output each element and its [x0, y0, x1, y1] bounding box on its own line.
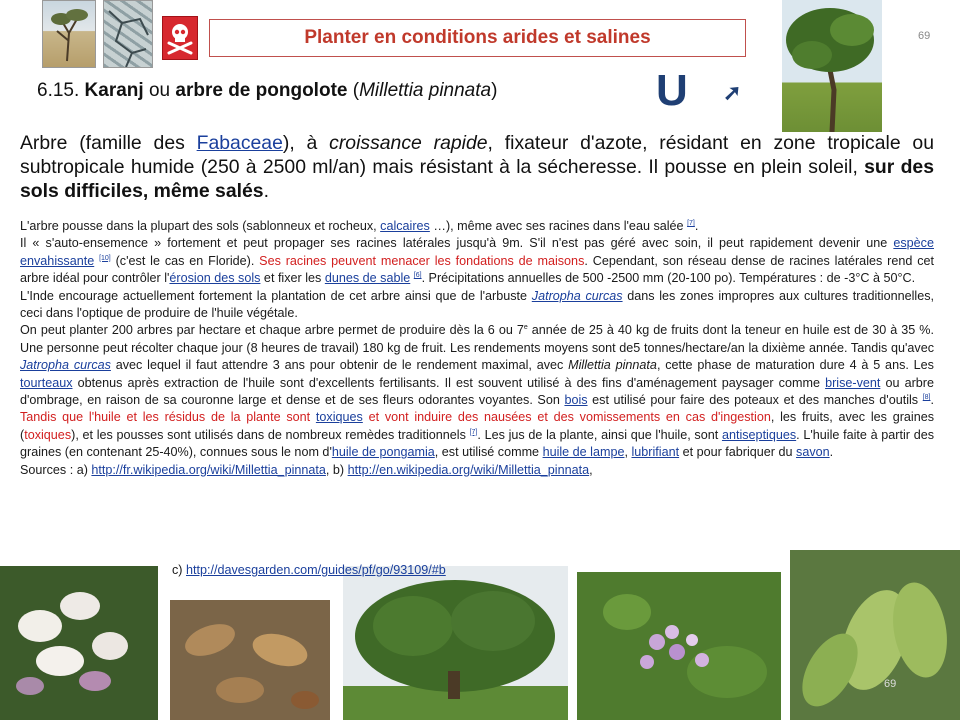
p2-text-e: . Précipitations annuelles de 500 -2500 mm (20-100 po). Températures : de -3°C à 50°C.	[421, 271, 916, 286]
p4-text-d: , cette phase de maturation dure 4 à 5 ans. Les	[656, 358, 934, 373]
p4-text-f: ou arbre d'ombrage, en raison de sa couronne large et dense et de ses fleurs odorantes voyantes. Son	[20, 375, 935, 408]
source-link-c[interactable]: http://davesgarden.com/guides/pf/go/93109/#b	[186, 563, 446, 577]
ref-7b[interactable]: [7]	[469, 428, 478, 436]
link-antiseptiques[interactable]: antiseptiques	[721, 427, 797, 442]
tree-crown-photo	[343, 566, 568, 720]
usage-badge: U	[656, 66, 688, 115]
intro-text-c: croissance rapide	[329, 132, 488, 154]
p2-text-b: (c'est le cas en Floride).	[110, 253, 260, 268]
heading-latin-close: )	[491, 80, 498, 101]
p3-text-a: L'Inde encourage actuellement fortement la plantation de cet arbre ainsi que de l'arbuste	[20, 288, 532, 303]
p4-text-b: année de 25 à 40 kg de fruits dont la teneur en huile est de 30 à 35 %. Une personne peut récolter chaque jour (8 heures de travail) 180 kg de fruit. Les rendements moyens sont de5 tonnes/hectare/an la dixième année. Tandis qu'avec	[20, 323, 934, 355]
intro-text-e: sur des sols difficiles, même salés	[20, 156, 935, 202]
page-title	[209, 19, 746, 57]
p4-latin: Millettia pinnata	[568, 358, 657, 373]
tree-photo-top	[782, 0, 882, 132]
body-text	[20, 218, 934, 479]
ref-7[interactable]: [7]	[687, 219, 695, 227]
heading-latin-open: (	[352, 80, 360, 101]
p4-text-k: . Les jus de la plante, ainsi que l'huile, sont	[477, 427, 722, 442]
link-calcaires[interactable]: calcaires	[380, 219, 430, 233]
p2-text-d: et fixer les	[260, 271, 325, 286]
sources-line-2	[172, 563, 446, 577]
seed-pods-photo	[170, 600, 330, 720]
p1-text-a: L'arbre pousse dans la plupart des sols (sablonneux et rocheux,	[20, 219, 381, 233]
link-tourteaux[interactable]: tourteaux	[20, 375, 73, 390]
p1-text-c: .	[694, 219, 699, 233]
link-huile-de-pongamia[interactable]: huile de pongamia	[331, 445, 435, 460]
sources-b-label: , b)	[325, 462, 348, 477]
sources-label: Sources : a)	[20, 462, 92, 477]
source-link-a[interactable]: http://fr.wikipedia.org/wiki/Millettia_pinnata	[91, 462, 326, 477]
link-savon[interactable]: savon	[796, 445, 830, 460]
link-dunes-de-sable[interactable]: dunes de sable	[324, 271, 411, 286]
heading-conj: ou	[148, 80, 171, 101]
link-jatropha-curcas[interactable]: Jatropha curcas	[531, 288, 623, 303]
sources-b-end: ,	[589, 462, 593, 477]
link-fabaceae[interactable]: Fabaceae	[196, 132, 283, 154]
page-title-text: Planter en conditions arides et salines	[304, 27, 651, 48]
warning-toxic-2: et vont induire des nausées et des vomissements en cas d'ingestion	[362, 410, 771, 425]
link-erosion-des-sols[interactable]: érosion des sols	[169, 271, 261, 286]
p4-text-g: est utilisé pour faire des poteaux et des manches d'outils	[587, 393, 923, 408]
desert-tree-photo	[42, 0, 96, 68]
ref-10[interactable]: [10]	[99, 254, 111, 262]
north-east-arrow-icon: ➚	[723, 80, 742, 105]
heading-latin: Millettia pinnata	[359, 80, 492, 101]
heading-number: 6.15.	[37, 80, 80, 101]
link-brise-vent[interactable]: brise-vent	[825, 375, 881, 390]
p1-text-b: …), même avec ses racines dans l'eau salée	[429, 219, 688, 233]
link-jatropha-curcas-2[interactable]: Jatropha curcas	[20, 358, 111, 373]
paragraph-roots	[20, 235, 934, 287]
p2-text-c: . Cependant, son réseau dense de racines latérales rend cet arbre idéal pour contrôler l'	[20, 253, 934, 286]
flower-cluster-photo	[0, 566, 158, 720]
intro-text-b: ), à	[282, 132, 330, 154]
warning-toxic-1: Tandis que l'huile et les résidus de la plante sont	[20, 410, 316, 425]
warning-fondations: Ses racines peuvent menacer les fondations de maisons	[259, 253, 585, 268]
purple-flowers-photo	[577, 572, 781, 720]
link-toxiques[interactable]: toxiques	[315, 410, 363, 425]
sources-c-label: c)	[172, 563, 186, 577]
p4-text-c: avec lequel il faut attendre 3 ans pour obtenir de le rendement maximal, avec	[110, 358, 569, 373]
p4-text-e: obtenus après extraction de l'huile sont d'excellents fertilisants. Il est souvent utilisé à des fins d'aménagement paysager comme	[72, 375, 826, 390]
p4-text-o: et pour fabriquer du	[679, 445, 797, 460]
p4-text-a: On peut planter 200 arbres par hectare et chaque arbre permet de produire dès la 6 ou 7	[20, 323, 524, 338]
link-espece-envahissante[interactable]: espèce envahissante	[20, 236, 934, 268]
cracked-earth-photo	[103, 0, 153, 68]
section-heading	[37, 80, 497, 102]
paragraph-india	[20, 288, 934, 323]
intro-text-d: , fixateur d'azote, résidant en zone tropicale ou subtropicale humide (250 à 2500 ml/an) mais résistant à la sécheresse. Il pousse en plein soleil,	[20, 132, 934, 178]
heading-name-2: arbre de pongolote	[175, 80, 348, 101]
watermark-page-number: 69	[884, 678, 897, 690]
p4-text-i: , les fruits, avec les graines (	[20, 410, 934, 442]
link-huile-de-lampe[interactable]: huile de lampe	[542, 445, 625, 460]
paragraph-uses	[20, 322, 934, 461]
ref-6[interactable]: [6]	[413, 272, 422, 280]
link-lubrifiant[interactable]: lubrifiant	[631, 445, 680, 460]
p3-text-b: dans les zones impropres aux cultures traditionnelles, ceci dans l'optique de produire de l'huile végétale.	[20, 288, 934, 321]
intro-paragraph	[20, 131, 934, 203]
link-bois[interactable]: bois	[564, 393, 588, 408]
intro-text-a: Arbre (famille des	[20, 132, 197, 154]
p4-text-n: ,	[624, 445, 632, 460]
p4-text-p: .	[829, 445, 834, 460]
sources-line	[20, 462, 934, 479]
p4-text-j: ), et les pousses sont utilisés dans de nombreux remèdes traditionnels	[71, 427, 470, 442]
intro-text-f: .	[263, 180, 269, 202]
page-number: 69	[918, 30, 931, 42]
p2-text-a: Il « s'auto-ensemence » fortement et peut propager ses racines latérales jusqu'à 9m. S'il n'est pas géré avec soin, il peut rapidement devenir une	[20, 236, 894, 251]
p4-text-l: . L'huile faite à partir des graines (en contenant 25-40%), connues sous le nom d'	[20, 427, 935, 460]
green-pods-photo	[790, 550, 960, 720]
source-link-b[interactable]: http://en.wikipedia.org/wiki/Millettia_pinnata	[347, 462, 590, 477]
skull-crossbones-icon	[162, 16, 198, 60]
p4-sup: e	[523, 324, 528, 332]
p4-text-h: .	[930, 393, 935, 408]
heading-name-1: Karanj	[84, 80, 144, 101]
p4-text-m: , est utilisé comme	[434, 445, 543, 460]
paragraph-soils	[20, 218, 934, 235]
ref-8[interactable]: [8]	[922, 393, 931, 401]
warning-toxic-3: toxiques	[24, 427, 72, 442]
